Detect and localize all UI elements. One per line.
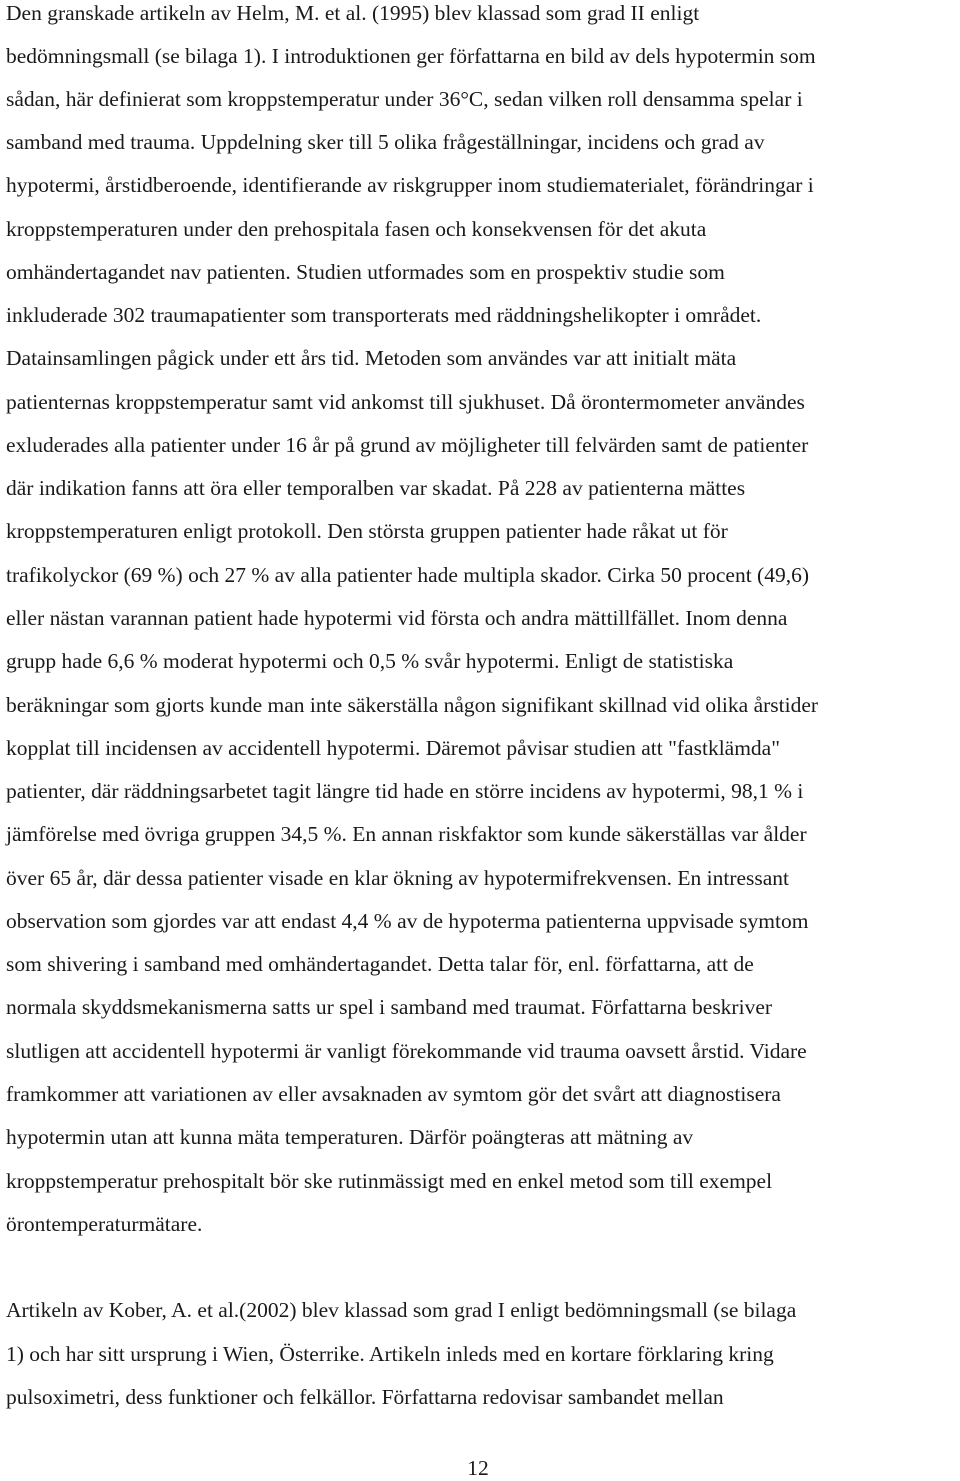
text-line: slutligen att accidentell hypotermi är vanligt förekommande vid trauma oavsett årstid. Vidare [6, 1039, 807, 1063]
text-line: observation som gjordes var att endast 4,4 % av de hypoterma patienterna uppvisade symtom [6, 909, 809, 933]
text-line: 1) och har sitt ursprung i Wien, Österrike. Artikeln inleds med en kortare förklaring kring [6, 1342, 774, 1366]
text-line: kroppstemperaturen enligt protokoll. Den största gruppen patienter hade råkat ut för [6, 519, 728, 543]
text-line: hypotermin utan att kunna mäta temperaturen. Därför poängteras att mätning av [6, 1125, 694, 1149]
text-line: eller nästan varannan patient hade hypotermi vid första och andra mättillfället. Inom denna [6, 606, 788, 630]
text-line: beräkningar som gjorts kunde man inte säkerställa någon signifikant skillnad vid olika årstider [6, 693, 819, 717]
text-line: patienter, där räddningsarbetet tagit längre tid hade en större incidens av hypotermi, 98,1 % i [6, 779, 804, 803]
text-line: grupp hade 6,6 % moderat hypotermi och 0,5 % svår hypotermi. Enligt de statistiska [6, 649, 734, 673]
text-line: kopplat till incidensen av accidentell hypotermi. Däremot påvisar studien att "fastklämda" [6, 736, 780, 760]
text-line: över 65 år, där dessa patienter visade en klar ökning av hypotermifrekvensen. En intressant [6, 866, 790, 890]
text-line: kroppstemperaturen under den prehospitala fasen och konsekvensen för det akuta [6, 217, 707, 241]
text-line: bedömningsmall (se bilaga 1). I introduktionen ger författarna en bild av dels hypotermin som [6, 44, 816, 68]
text-line: omhändertagandet nav patienten. Studien utformades som en prospektiv studie som [6, 260, 725, 284]
text-line: Den granskade artikeln av Helm, M. et al. (1995) blev klassad som grad II enligt [6, 1, 700, 25]
page-number: 12 [467, 1456, 489, 1480]
text-line: samband med trauma. Uppdelning sker till 5 olika frågeställningar, incidens och grad av [6, 130, 765, 154]
text-line: framkommer att variationen av eller avsaknaden av symtom gör det svårt att diagnostisera [6, 1082, 781, 1106]
text-line: örontemperaturmätare. [6, 1212, 203, 1236]
text-line: Artikeln av Kober, A. et al.(2002) blev klassad som grad I enligt bedömningsmall (se bilaga [6, 1298, 797, 1322]
text-line: inkluderade 302 traumapatienter som transporterats med räddningshelikopter i området. [6, 303, 762, 327]
text-line: pulsoximetri, dess funktioner och felkällor. Författarna redovisar sambandet mellan [6, 1385, 724, 1409]
text-line: normala skyddsmekanismerna satts ur spel i samband med traumat. Författarna beskriver [6, 995, 773, 1019]
text-line: Datainsamlingen pågick under ett års tid. Metoden som användes var att initialt mäta [6, 346, 737, 370]
text-line: sådan, här definierat som kroppstemperatur under 36°C, sedan vilken roll densamma spelar i [6, 87, 803, 111]
text-line: där indikation fanns att öra eller temporalben var skadat. På 228 av patienterna mättes [6, 476, 746, 500]
text-line: kroppstemperatur prehospitalt bör ske rutinmässigt med en enkel metod som till exempel [6, 1169, 773, 1193]
text-line: exluderades alla patienter under 16 år på grund av möjligheter till felvärden samt de patienter [6, 433, 809, 457]
text-line: som shivering i samband med omhändertagandet. Detta talar för, enl. författarna, att de [6, 952, 754, 976]
text-line: hypotermi, årstidberoende, identifierande av riskgrupper inom studiematerialet, förändringar i [6, 173, 814, 197]
text-line: patienternas kroppstemperatur samt vid ankomst till sjukhuset. Då örontermometer användes [6, 390, 805, 414]
text-line: jämförelse med övriga gruppen 34,5 %. En annan riskfaktor som kunde säkerställas var ålder [6, 822, 807, 846]
text-line: trafikolyckor (69 %) och 27 % av alla patienter hade multipla skador. Cirka 50 procent (49,6) [6, 563, 810, 587]
